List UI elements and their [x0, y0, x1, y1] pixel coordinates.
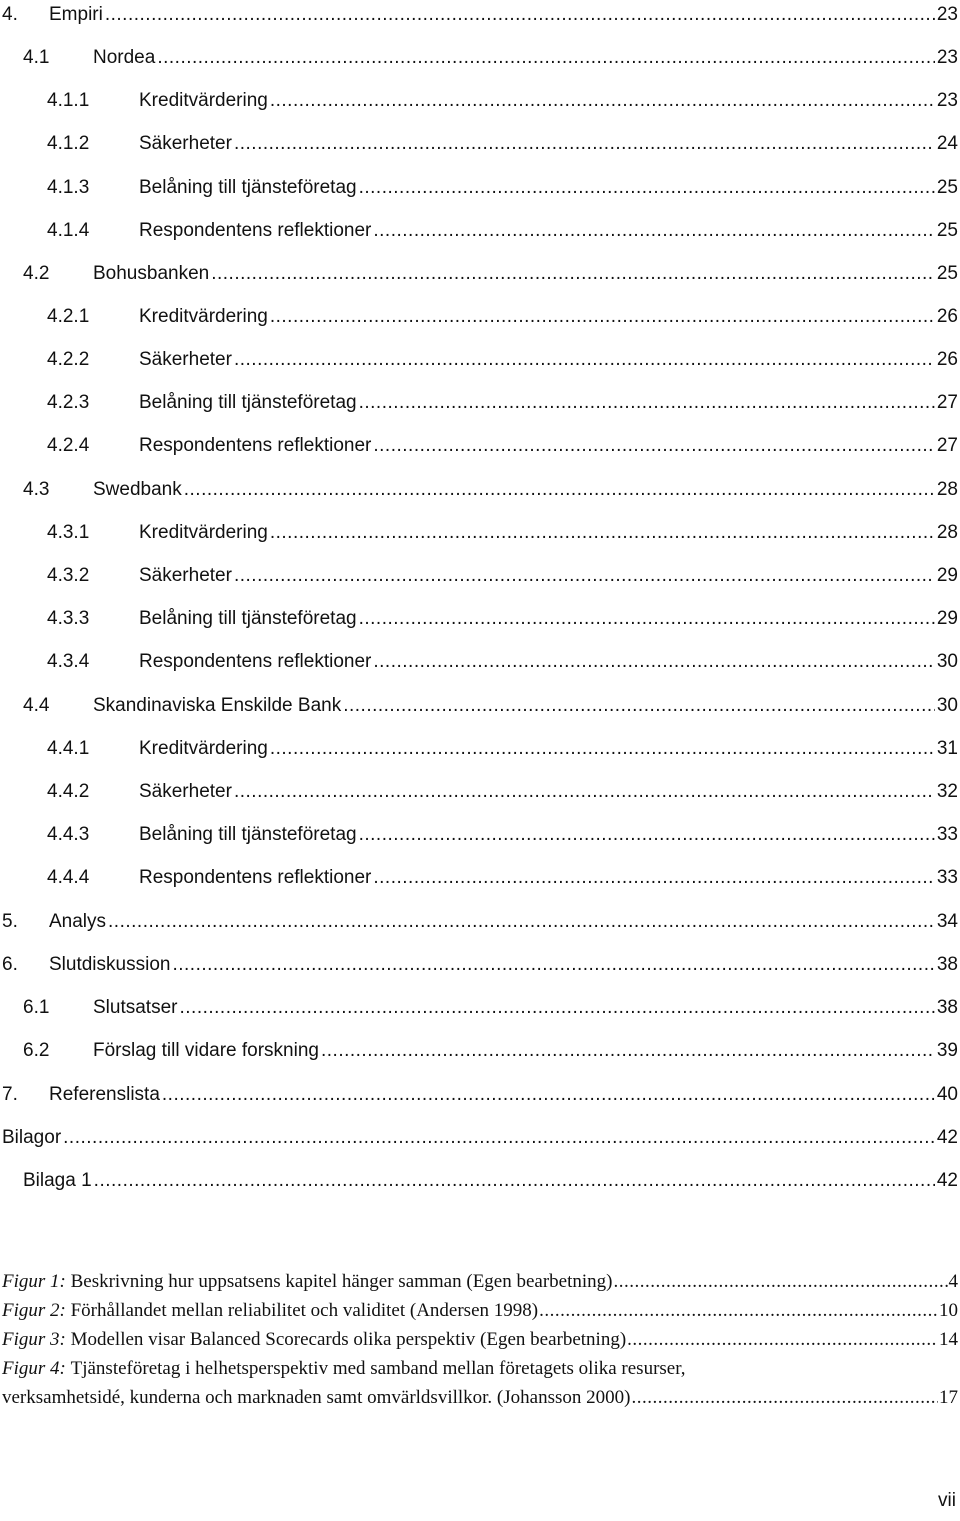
- toc-title: Säkerheter: [139, 133, 232, 154]
- toc-title: Säkerheter: [139, 781, 232, 802]
- figure-caption: Modellen visar Balanced Scorecards olika perspektiv (Egen bearbetning): [70, 1329, 627, 1350]
- toc-number: 7.: [2, 1084, 18, 1105]
- figure-leader-dots: [631, 1387, 938, 1409]
- figure-leader-dots: [614, 1271, 948, 1293]
- toc-title: Förslag till vidare forskning: [93, 1040, 319, 1061]
- toc-title: Respondentens reflektioner: [139, 651, 372, 672]
- toc-entry[interactable]: [47, 863, 958, 889]
- toc-leader-dots: [270, 90, 935, 112]
- toc-title: Belåning till tjänsteföretag: [139, 824, 357, 845]
- toc-number: 4.2.1: [47, 306, 90, 327]
- toc-page: 25: [936, 263, 958, 284]
- toc-entry[interactable]: [2, 1080, 958, 1106]
- toc-page: 34: [936, 911, 958, 932]
- toc-number: 4.3.1: [47, 522, 90, 543]
- toc-page: 26: [936, 306, 958, 327]
- toc-number: 4.1.2: [47, 133, 90, 154]
- toc-title: Kreditvärdering: [139, 738, 268, 759]
- toc-entry[interactable]: [2, 950, 958, 976]
- toc-title: Belåning till tjänsteföretag: [139, 392, 357, 413]
- toc-number: 4.: [2, 4, 18, 25]
- toc-number: 4.3.4: [47, 651, 90, 672]
- figure-entry[interactable]: [2, 1322, 958, 1351]
- toc-page: 32: [936, 781, 958, 802]
- toc-leader-dots: [105, 4, 935, 26]
- toc-entry[interactable]: [23, 43, 958, 69]
- toc-title: Analys: [49, 911, 107, 932]
- toc-leader-dots: [234, 565, 935, 587]
- figure-page: 10: [939, 1300, 958, 1321]
- toc-leader-dots: [184, 479, 935, 501]
- toc-title: Respondentens reflektioner: [139, 867, 372, 888]
- toc-entry[interactable]: [47, 345, 958, 371]
- toc-page: 23: [936, 4, 958, 25]
- toc-number: 5.: [2, 911, 18, 932]
- toc-entry[interactable]: [47, 820, 958, 846]
- toc-title: Referenslista: [49, 1084, 160, 1105]
- toc-entry[interactable]: [47, 388, 958, 414]
- toc-entry[interactable]: [47, 604, 958, 630]
- toc-number: 4.1.4: [47, 220, 90, 241]
- toc-leader-dots: [321, 1040, 935, 1062]
- toc-leader-dots: [270, 522, 935, 544]
- toc-page: 27: [936, 435, 958, 456]
- toc-page: 28: [936, 479, 958, 500]
- toc-page: 24: [936, 133, 958, 154]
- toc-title: Nordea: [93, 47, 156, 68]
- figure-entry[interactable]: [2, 1351, 958, 1409]
- toc-page: 29: [936, 608, 958, 629]
- toc-leader-dots: [157, 47, 935, 69]
- toc-title: Slutdiskussion: [49, 954, 171, 975]
- toc-entry[interactable]: [23, 1036, 958, 1062]
- toc-leader-dots: [373, 651, 934, 673]
- toc-number: 4.3: [23, 479, 50, 500]
- toc-leader-dots: [343, 695, 935, 717]
- toc-page: 28: [936, 522, 958, 543]
- toc-number: 4.4.2: [47, 781, 90, 802]
- toc-page: 40: [936, 1084, 958, 1105]
- toc-leader-dots: [373, 220, 934, 242]
- toc-leader-dots: [162, 1084, 935, 1106]
- toc-number: 4.3.3: [47, 608, 90, 629]
- toc-leader-dots: [359, 177, 935, 199]
- figure-label: Figur 2:: [2, 1300, 66, 1321]
- toc-title: Slutsatser: [93, 997, 178, 1018]
- figure-caption-continued: verksamhetsidé, kunderna och marknaden samt omvärldsvillkor. (Johansson 2000): [2, 1387, 631, 1408]
- toc-leader-dots: [108, 911, 935, 933]
- toc-number: 4.1.1: [47, 90, 90, 111]
- toc-page: 38: [936, 954, 958, 975]
- toc-page: 30: [936, 695, 958, 716]
- toc-entry[interactable]: [47, 431, 958, 457]
- figure-page: 17: [939, 1387, 958, 1408]
- toc-entry[interactable]: [47, 216, 958, 242]
- figure-entry[interactable]: [2, 1293, 958, 1322]
- toc-page: 26: [936, 349, 958, 370]
- figure-leader-dots: [627, 1329, 938, 1351]
- toc-entry[interactable]: [2, 907, 958, 933]
- toc-page: 25: [936, 220, 958, 241]
- toc-leader-dots: [234, 133, 935, 155]
- toc-title: Kreditvärdering: [139, 306, 268, 327]
- toc-entry[interactable]: [23, 1166, 958, 1192]
- figure-caption: Beskrivning hur uppsatsens kapitel hänger samman (Egen bearbetning): [70, 1271, 613, 1292]
- toc-title: Säkerheter: [139, 565, 232, 586]
- toc-title: Bilaga 1: [23, 1170, 92, 1191]
- toc-entry[interactable]: [47, 302, 958, 328]
- toc-number: 6.1: [23, 997, 50, 1018]
- toc-leader-dots: [179, 997, 934, 1019]
- toc-number: 4.2: [23, 263, 50, 284]
- toc-page: 39: [936, 1040, 958, 1061]
- toc-number: 4.3.2: [47, 565, 90, 586]
- toc-page: 33: [936, 824, 958, 845]
- toc-entry[interactable]: [2, 1123, 958, 1149]
- toc-entry[interactable]: [47, 129, 958, 155]
- toc-title: Säkerheter: [139, 349, 232, 370]
- toc-title: Skandinaviska Enskilde Bank: [93, 695, 342, 716]
- toc-number: 4.4: [23, 695, 50, 716]
- toc-leader-dots: [373, 867, 934, 889]
- toc-page: 23: [936, 90, 958, 111]
- figure-label: Figur 3:: [2, 1329, 66, 1350]
- toc-page: 42: [936, 1127, 958, 1148]
- toc-leader-dots: [359, 392, 935, 414]
- toc-title: Bilagor: [2, 1127, 62, 1148]
- toc-number: 4.2.2: [47, 349, 90, 370]
- toc-entry[interactable]: [23, 691, 958, 717]
- toc-leader-dots: [359, 608, 935, 630]
- figure-caption: Tjänsteföretag i helhetsperspektiv med samband mellan företagets olika resurser,: [70, 1358, 686, 1379]
- toc-leader-dots: [234, 349, 935, 371]
- toc-number: 4.4.3: [47, 824, 90, 845]
- figure-leader-dots: [539, 1300, 938, 1322]
- toc-title: Empiri: [49, 4, 103, 25]
- toc-title: Kreditvärdering: [139, 522, 268, 543]
- toc-title: Bohusbanken: [93, 263, 210, 284]
- toc-leader-dots: [373, 435, 934, 457]
- toc-number: 4.2.3: [47, 392, 90, 413]
- toc-entry[interactable]: [23, 475, 958, 501]
- toc-number: 4.4.1: [47, 738, 90, 759]
- toc-entry[interactable]: [47, 777, 958, 803]
- toc-title: Swedbank: [93, 479, 182, 500]
- toc-entry[interactable]: [47, 647, 958, 673]
- figure-caption: Förhållandet mellan reliabilitet och validitet (Andersen 1998): [70, 1300, 539, 1321]
- toc-leader-dots: [270, 738, 935, 760]
- toc-title: Respondentens reflektioner: [139, 220, 372, 241]
- toc-leader-dots: [270, 306, 935, 328]
- toc-number: 6.2: [23, 1040, 50, 1061]
- figure-label: Figur 1:: [2, 1271, 66, 1292]
- toc-page: 23: [936, 47, 958, 68]
- toc-entry[interactable]: [23, 993, 958, 1019]
- page-number: vii: [938, 1490, 956, 1511]
- toc-entry[interactable]: [47, 561, 958, 587]
- toc-entry[interactable]: [47, 734, 958, 760]
- toc-page: 27: [936, 392, 958, 413]
- list-of-figures: [2, 1264, 958, 1409]
- toc-page: 33: [936, 867, 958, 888]
- toc-entry[interactable]: [23, 259, 958, 285]
- toc-leader-dots: [234, 781, 935, 803]
- toc-number: 4.1.3: [47, 177, 90, 198]
- toc-leader-dots: [63, 1127, 935, 1149]
- toc-page: 30: [936, 651, 958, 672]
- toc-number: 4.4.4: [47, 867, 90, 888]
- toc-title: Belåning till tjänsteföretag: [139, 608, 357, 629]
- toc-title: Respondentens reflektioner: [139, 435, 372, 456]
- toc-leader-dots: [211, 263, 935, 285]
- figure-page: 4: [948, 1271, 958, 1292]
- toc-entry[interactable]: [47, 173, 958, 199]
- toc-entry[interactable]: [47, 86, 958, 112]
- toc-leader-dots: [94, 1170, 935, 1192]
- toc-leader-dots: [172, 954, 934, 976]
- figure-entry[interactable]: [2, 1264, 958, 1293]
- toc-title: Belåning till tjänsteföretag: [139, 177, 357, 198]
- toc-page: 25: [936, 177, 958, 198]
- toc-title: Kreditvärdering: [139, 90, 268, 111]
- toc-page: 31: [936, 738, 958, 759]
- toc-number: 4.1: [23, 47, 50, 68]
- toc-entry[interactable]: [47, 518, 958, 544]
- toc-page: 42: [936, 1170, 958, 1191]
- toc-page: 29: [936, 565, 958, 586]
- toc-number: 4.2.4: [47, 435, 90, 456]
- toc-page: 38: [936, 997, 958, 1018]
- toc-number: 6.: [2, 954, 18, 975]
- toc-entry[interactable]: [2, 0, 958, 26]
- toc-leader-dots: [359, 824, 935, 846]
- figure-page: 14: [939, 1329, 958, 1350]
- figure-label: Figur 4:: [2, 1358, 66, 1379]
